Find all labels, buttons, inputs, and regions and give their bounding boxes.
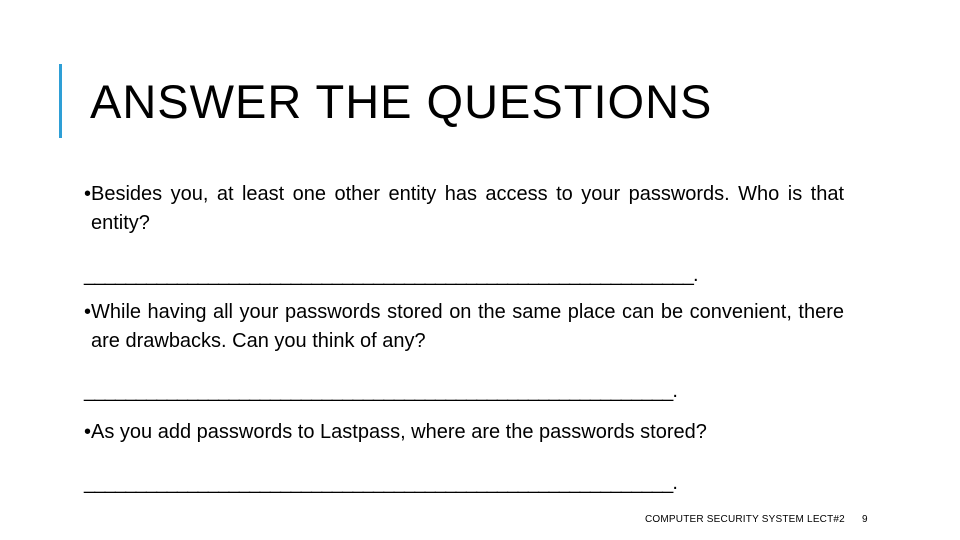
question-2-text: While having all your passwords stored on the same place can be convenient, there are drawbacks. Can you think of any? [91, 301, 844, 352]
question-1-text: Besides you, at least one other entity has access to your passwords. Who is that entity? [91, 183, 844, 234]
footer-text: COMPUTER SECURITY SYSTEM LECT#2 [645, 514, 845, 525]
slide-body [84, 180, 844, 496]
question-2 [84, 298, 844, 356]
bullet-icon: • [84, 183, 92, 205]
slide-title: ANSWER THE QUESTIONS [90, 75, 713, 128]
bullet-icon: • [84, 301, 92, 323]
answer-blank-3: _________________________________________________________. [84, 472, 678, 494]
answer-blank-1: ___________________________________________________________. [84, 264, 698, 286]
answer-blank-2: _________________________________________________________. [84, 380, 678, 402]
question-1 [84, 180, 844, 238]
page-number: 9 [862, 514, 868, 525]
bullet-icon: • [84, 421, 92, 443]
title-accent-bar [59, 64, 62, 138]
question-3 [84, 418, 844, 447]
question-3-text: As you add passwords to Lastpass, where are the passwords stored? [91, 421, 707, 443]
